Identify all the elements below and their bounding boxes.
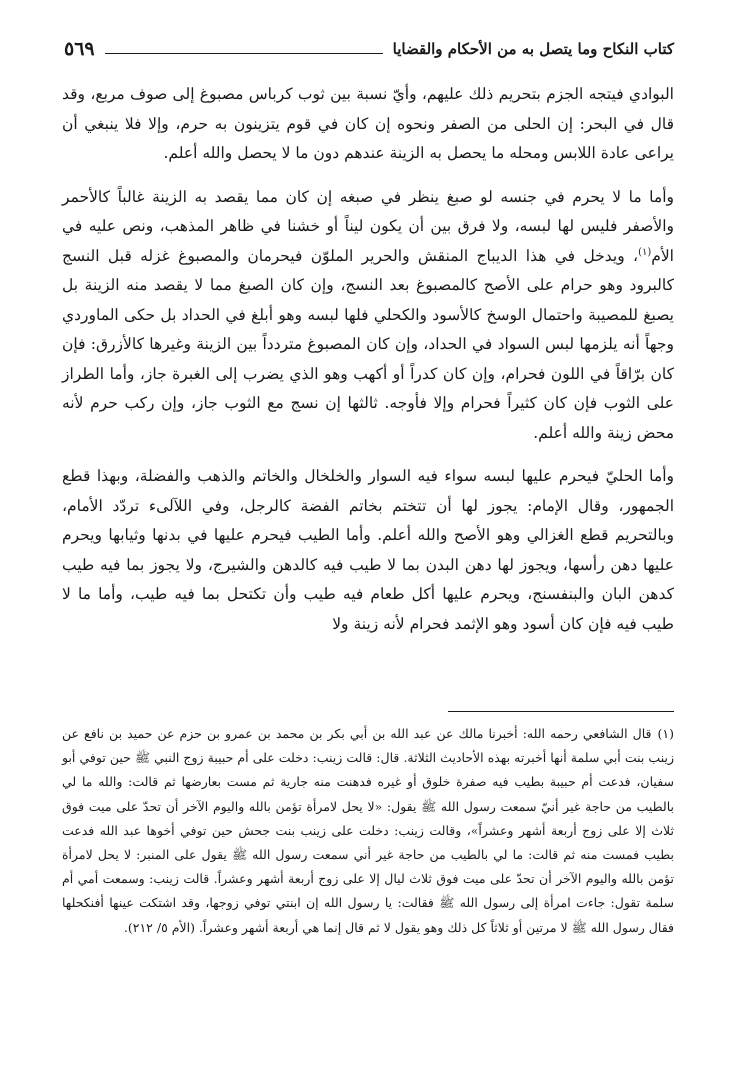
paragraph-1: البوادي فيتجه الجزم بتحريم ذلك عليهم، وأيّ نسبة بين ثوب كرباس مصبوغ إلى صوف مربع، وقد قال في البحر: إن الحلى من الصفر ونحوه إن كان في قوم يتزينون به حرم، وإلا فلا ينبغي أن يراعى عادة اللابس ومحله ما يحصل به الزينة عندهم دون ما لا يحصل والله أعلم.: [62, 85, 674, 162]
paragraph-2-text-after-ref: ، ويدخل في هذا الديباج المنقش والحرير الملوّن فيحرمان والمصبوغ غزله قبل النسج كالبرود وهو حرام على الأصح كالمصبوغ بعد النسج، وإن كان الصبغ مما لا يقصد منه الزينة بل يصبغ للمصيبة واحتمال الوسخ كالأسود والكحلي فلها لبسه وهو أبلغ في الحداد بل حكى الماوردي وجهاً أنه يلزمها لبس السواد في الحداد، وإن كان المصبوغ متردداً بين الزينة وغيرها كالأزرق: فإن كان برّاقاً في اللون فحرام، وإن كان كدراً أو أكهب وهو الذي يضرب إلى الغبرة جاز، وأما الطراز على الثوب فإن كان كثيراً فحرام وإلا فأوجه. ثالثها إن نسج مع الثوب جاز، وإن ركب حرم لأنه محض زينة والله أعلم.: [62, 246, 674, 442]
header-rule: [105, 53, 383, 54]
footnotes: [62, 722, 674, 940]
page-number: ٥٦٩: [64, 38, 95, 60]
running-title: كتاب النكاح وما يتصل به من الأحكام والقضايا: [392, 40, 674, 58]
footnote-text: قال الشافعي رحمه الله: أخبرنا مالك عن عبد الله بن أبي بكر بن محمد بن عمرو بن حزم عن حميد بن نافع عن زينب بنت أبي سلمة أنها أخبرته بهذه الأحاديث الثلاثة. قال: قالت زينب: دخلت على أم حبيبة زوج النبي ﷺ حين توفي أبو سفيان، فدعت أم حبيبة بطيب فيه صفرة خلوق أو غيره فدهنت منه جارية ثم مست بعارضها ثم قالت: والله ما لي بالطيب من حاجة غير أنيّ سمعت رسول الله ﷺ يقول: «لا يحل لامرأة تؤمن بالله واليوم الآخر أن تحدّ على ميت فوق ثلاث إلا على زوج أربعة أشهر وعشراً»، وقالت زينب: دخلت على زينب بنت جحش حين توفي أخوها عبد الله فدعت بطيب فمست منه ثم قالت: ما لي بالطيب من حاجة غير أني سمعت رسول الله ﷺ يقول على المنبر: لا يحل لامرأة تؤمن بالله واليوم الآخر أن تحدّ على ميت فوق ثلاث ليال إلا على زوج أربعة أشهر وعشراً. قالت زينب: وسمعت أمي أم سلمة تقول: جاءت امرأة إلى رسول الله ﷺ فقالت: يا رسول الله إن ابنتي توفي زوجها، وقد اشتكت عينها أفنكحلها فقال رسول الله ﷺ لا مرتين أو ثلاثاً كل ذلك وهو يقول لا ثم قال إنما هي أربعة أشهر وعشراً. (الأم ٥/ ٢١٢).: [62, 726, 674, 935]
page-header: [64, 34, 674, 60]
main-text: [62, 80, 674, 653]
paragraph-3: وأما الحليّ فيحرم عليها لبسه سواء فيه السوار والخلخال والخاتم والذهب والفضلة، وبهذا قطع الجمهور، وقال الإمام: يجوز لها أن تتختم بخاتم الفضة كالرجل، وفي اللآلىء تردّد الأمام، وبالتحريم قطع الغزالي وهو الأصح والله أعلم. وأما الطيب فيحرم عليها في بدنها وثيابها ويحرم عليها دهن رأسها، ويجوز لها دهن البدن بما لا طيب فيه كالدهن والشيرج، ولا يجوز بما فيه طيب كدهن البان والبنفسنج، ويحرم عليها أكل طعام فيه طيب وأن تكتحل بما فيه طيب، وأما ما لا طيب فيه فإن كان أسود وهو الإثمد فحرام لأنه زينة ولا: [62, 467, 674, 633]
footnote-separator: [448, 711, 674, 712]
footnote-reference[interactable]: (١): [638, 246, 652, 258]
footnote-number: (١): [657, 726, 674, 741]
footnote-1: [62, 722, 674, 940]
paragraph-2: [62, 183, 674, 449]
paragraph-2-text-before-ref: وأما ما لا يحرم في جنسه لو صبغ ينظر في صبغه إن كان مما يقصد به الزينة غالباً كالأحمر والأصفر فليس لها لبسه، ولا فرق بين أن يكون ليناً أو خشنا في ظاهر المذهب، ونص عليه في الأم: [62, 187, 674, 265]
